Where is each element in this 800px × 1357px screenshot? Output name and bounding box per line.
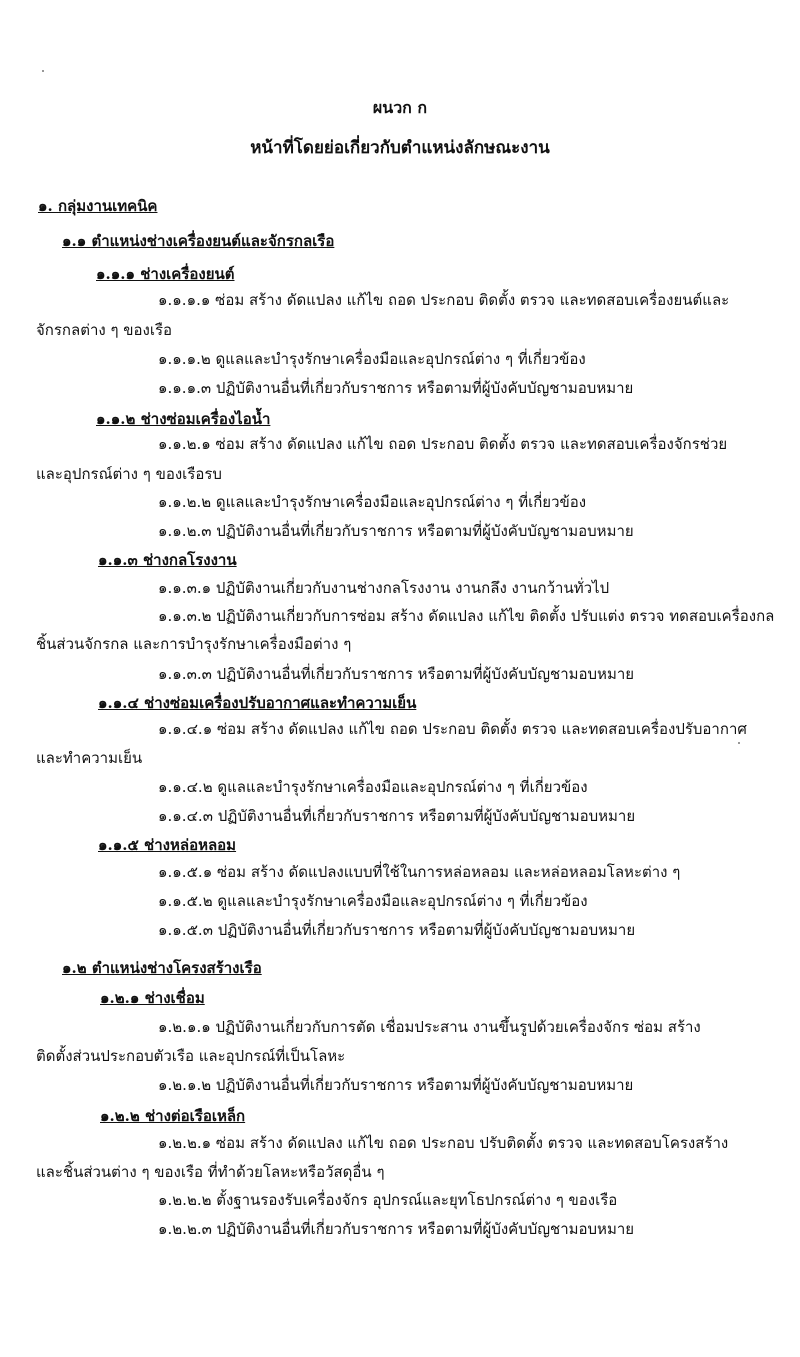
text-line: ๑.๑.๓.๓ ปฏิบัติงานอื่นที่เกี่ยวกับราชการ หรือตามที่ผู้บังคับบัญชามอบหมาย [158,665,635,683]
text-line: จักรกลต่าง ๆ ของเรือ [36,321,173,339]
text-line: ๑.๑.๓.๑ ปฏิบัติงานเกี่ยวกับงานช่างกลโรงงาน งานกลึง งานกว้านทั่วไป [158,579,610,597]
section-heading: ๑.๑.๓ ช่างกลโรงงาน [98,551,237,569]
section-heading: ๑.๒.๑ ช่างเชื่อม [100,989,205,1007]
section-heading: ๑.๑.๕ ช่างหล่อหลอม [98,836,237,854]
text-line: ๑.๑.๕.๑ ซ่อม สร้าง ดัดแปลงแบบที่ใช้ในการหล่อหลอม และหล่อหลอมโลหะต่าง ๆ [158,863,681,881]
text-line: ๑.๑.๑.๓ ปฏิบัติงานอื่นที่เกี่ยวกับราชการ หรือตามที่ผู้บังคับบัญชามอบหมาย [158,379,634,397]
text-line: ๑.๑.๔.๑ ซ่อม สร้าง ดัดแปลง แก้ไข ถอด ประกอบ ติดตั้ง ตรวจ และทดสอบเครื่องปรับอากาศ [158,720,747,738]
section-heading: ๑.๒ ตำแหน่งช่างโครงสร้างเรือ [62,959,262,977]
scan-speck [42,70,44,72]
section-heading: ๑.๑ ตำแหน่งช่างเครื่องยนต์และจักรกลเรือ [62,232,335,250]
text-line: และทำความเย็น [36,749,143,767]
annex-label: ผนวก ก [372,98,428,117]
text-line: ๑.๑.๑.๑ ซ่อม สร้าง ดัดแปลง แก้ไข ถอด ประกอบ ติดตั้ง ตรวจ และทดสอบเครื่องยนต์และ [158,291,730,309]
section-heading: ๑.๑.๑ ช่างเครื่องยนต์ [96,265,235,283]
section-heading: ๑.๑.๒ ช่างซ่อมเครื่องไอน้ำ [96,410,271,428]
text-line: ๑.๒.๒.๒ ตั้งฐานรองรับเครื่องจักร อุปกรณ์และยุทโธปกรณ์ต่าง ๆ ของเรือ [158,1191,618,1209]
text-line: ๑.๑.๕.๓ ปฏิบัติงานอื่นที่เกี่ยวกับราชการ หรือตามที่ผู้บังคับบัญชามอบหมาย [158,921,636,939]
text-line: ๑.๒.๒.๑ ซ่อม สร้าง ดัดแปลง แก้ไข ถอด ประกอบ ปรับติดตั้ง ตรวจ และทดสอบโครงสร้าง [158,1134,729,1152]
section-heading: ๑. กลุ่มงานเทคนิค [38,197,158,215]
text-line: ๑.๑.๔.๒ ดูแลและบำรุงรักษาเครื่องมือและอุปกรณ์ต่าง ๆ ที่เกี่ยวข้อง [158,778,588,796]
document-title: หน้าที่โดยย่อเกี่ยวกับตำแหน่งลักษณะงาน [250,138,550,158]
text-line: ๑.๑.๒.๒ ดูแลและบำรุงรักษาเครื่องมือและอุปกรณ์ต่าง ๆ ที่เกี่ยวข้อง [158,493,587,511]
text-line: ๑.๑.๑.๒ ดูแลและบำรุงรักษาเครื่องมือและอุปกรณ์ต่าง ๆ ที่เกี่ยวข้อง [158,350,586,368]
text-line: ๑.๑.๒.๓ ปฏิบัติงานอื่นที่เกี่ยวกับราชการ หรือตามที่ผู้บังคับบัญชามอบหมาย [158,522,634,540]
section-heading: ๑.๒.๒ ช่างต่อเรือเหล็ก [100,1107,246,1125]
text-line: ๑.๑.๔.๓ ปฏิบัติงานอื่นที่เกี่ยวกับราชการ หรือตามที่ผู้บังคับบัญชามอบหมาย [158,807,636,825]
text-line: ชิ้นส่วนจักรกล และการบำรุงรักษาเครื่องมือต่าง ๆ [36,635,352,653]
scan-speck [738,742,740,744]
text-line: ๑.๒.๒.๓ ปฏิบัติงานอื่นที่เกี่ยวกับราชการ หรือตามที่ผู้บังคับบัญชามอบหมาย [158,1220,635,1238]
text-line: ๑.๒.๑.๒ ปฏิบัติงานอื่นที่เกี่ยวกับราชการ หรือตามที่ผู้บังคับบัญชามอบหมาย [158,1076,634,1094]
text-line: ๑.๒.๑.๑ ปฏิบัติงานเกี่ยวกับการตัด เชื่อมประสาน งานขึ้นรูปด้วยเครื่องจักร ซ่อม สร้าง [158,1018,701,1036]
text-line: ๑.๑.๒.๑ ซ่อม สร้าง ดัดแปลง แก้ไข ถอด ประกอบ ติดตั้ง ตรวจ และทดสอบเครื่องจักรช่วย [158,435,728,453]
text-line: และชิ้นส่วนต่าง ๆ ของเรือ ที่ทำด้วยโลหะหรือวัสดุอื่น ๆ [36,1163,385,1181]
text-line: ๑.๑.๕.๒ ดูแลและบำรุงรักษาเครื่องมือและอุปกรณ์ต่าง ๆ ที่เกี่ยวข้อง [158,892,588,910]
section-heading: ๑.๑.๔ ช่างซ่อมเครื่องปรับอากาศและทำความเย็น [98,694,417,712]
text-line: และอุปกรณ์ต่าง ๆ ของเรือรบ [36,465,222,483]
text-line: ๑.๑.๓.๒ ปฏิบัติงานเกี่ยวกับการซ่อม สร้าง ดัดแปลง แก้ไข ติดตั้ง ปรับแต่ง ตรวจ ทดสอบเครื่องกล [158,607,775,625]
text-line: ติดตั้งส่วนประกอบตัวเรือ และอุปกรณ์ที่เป็นโลหะ [36,1047,346,1065]
